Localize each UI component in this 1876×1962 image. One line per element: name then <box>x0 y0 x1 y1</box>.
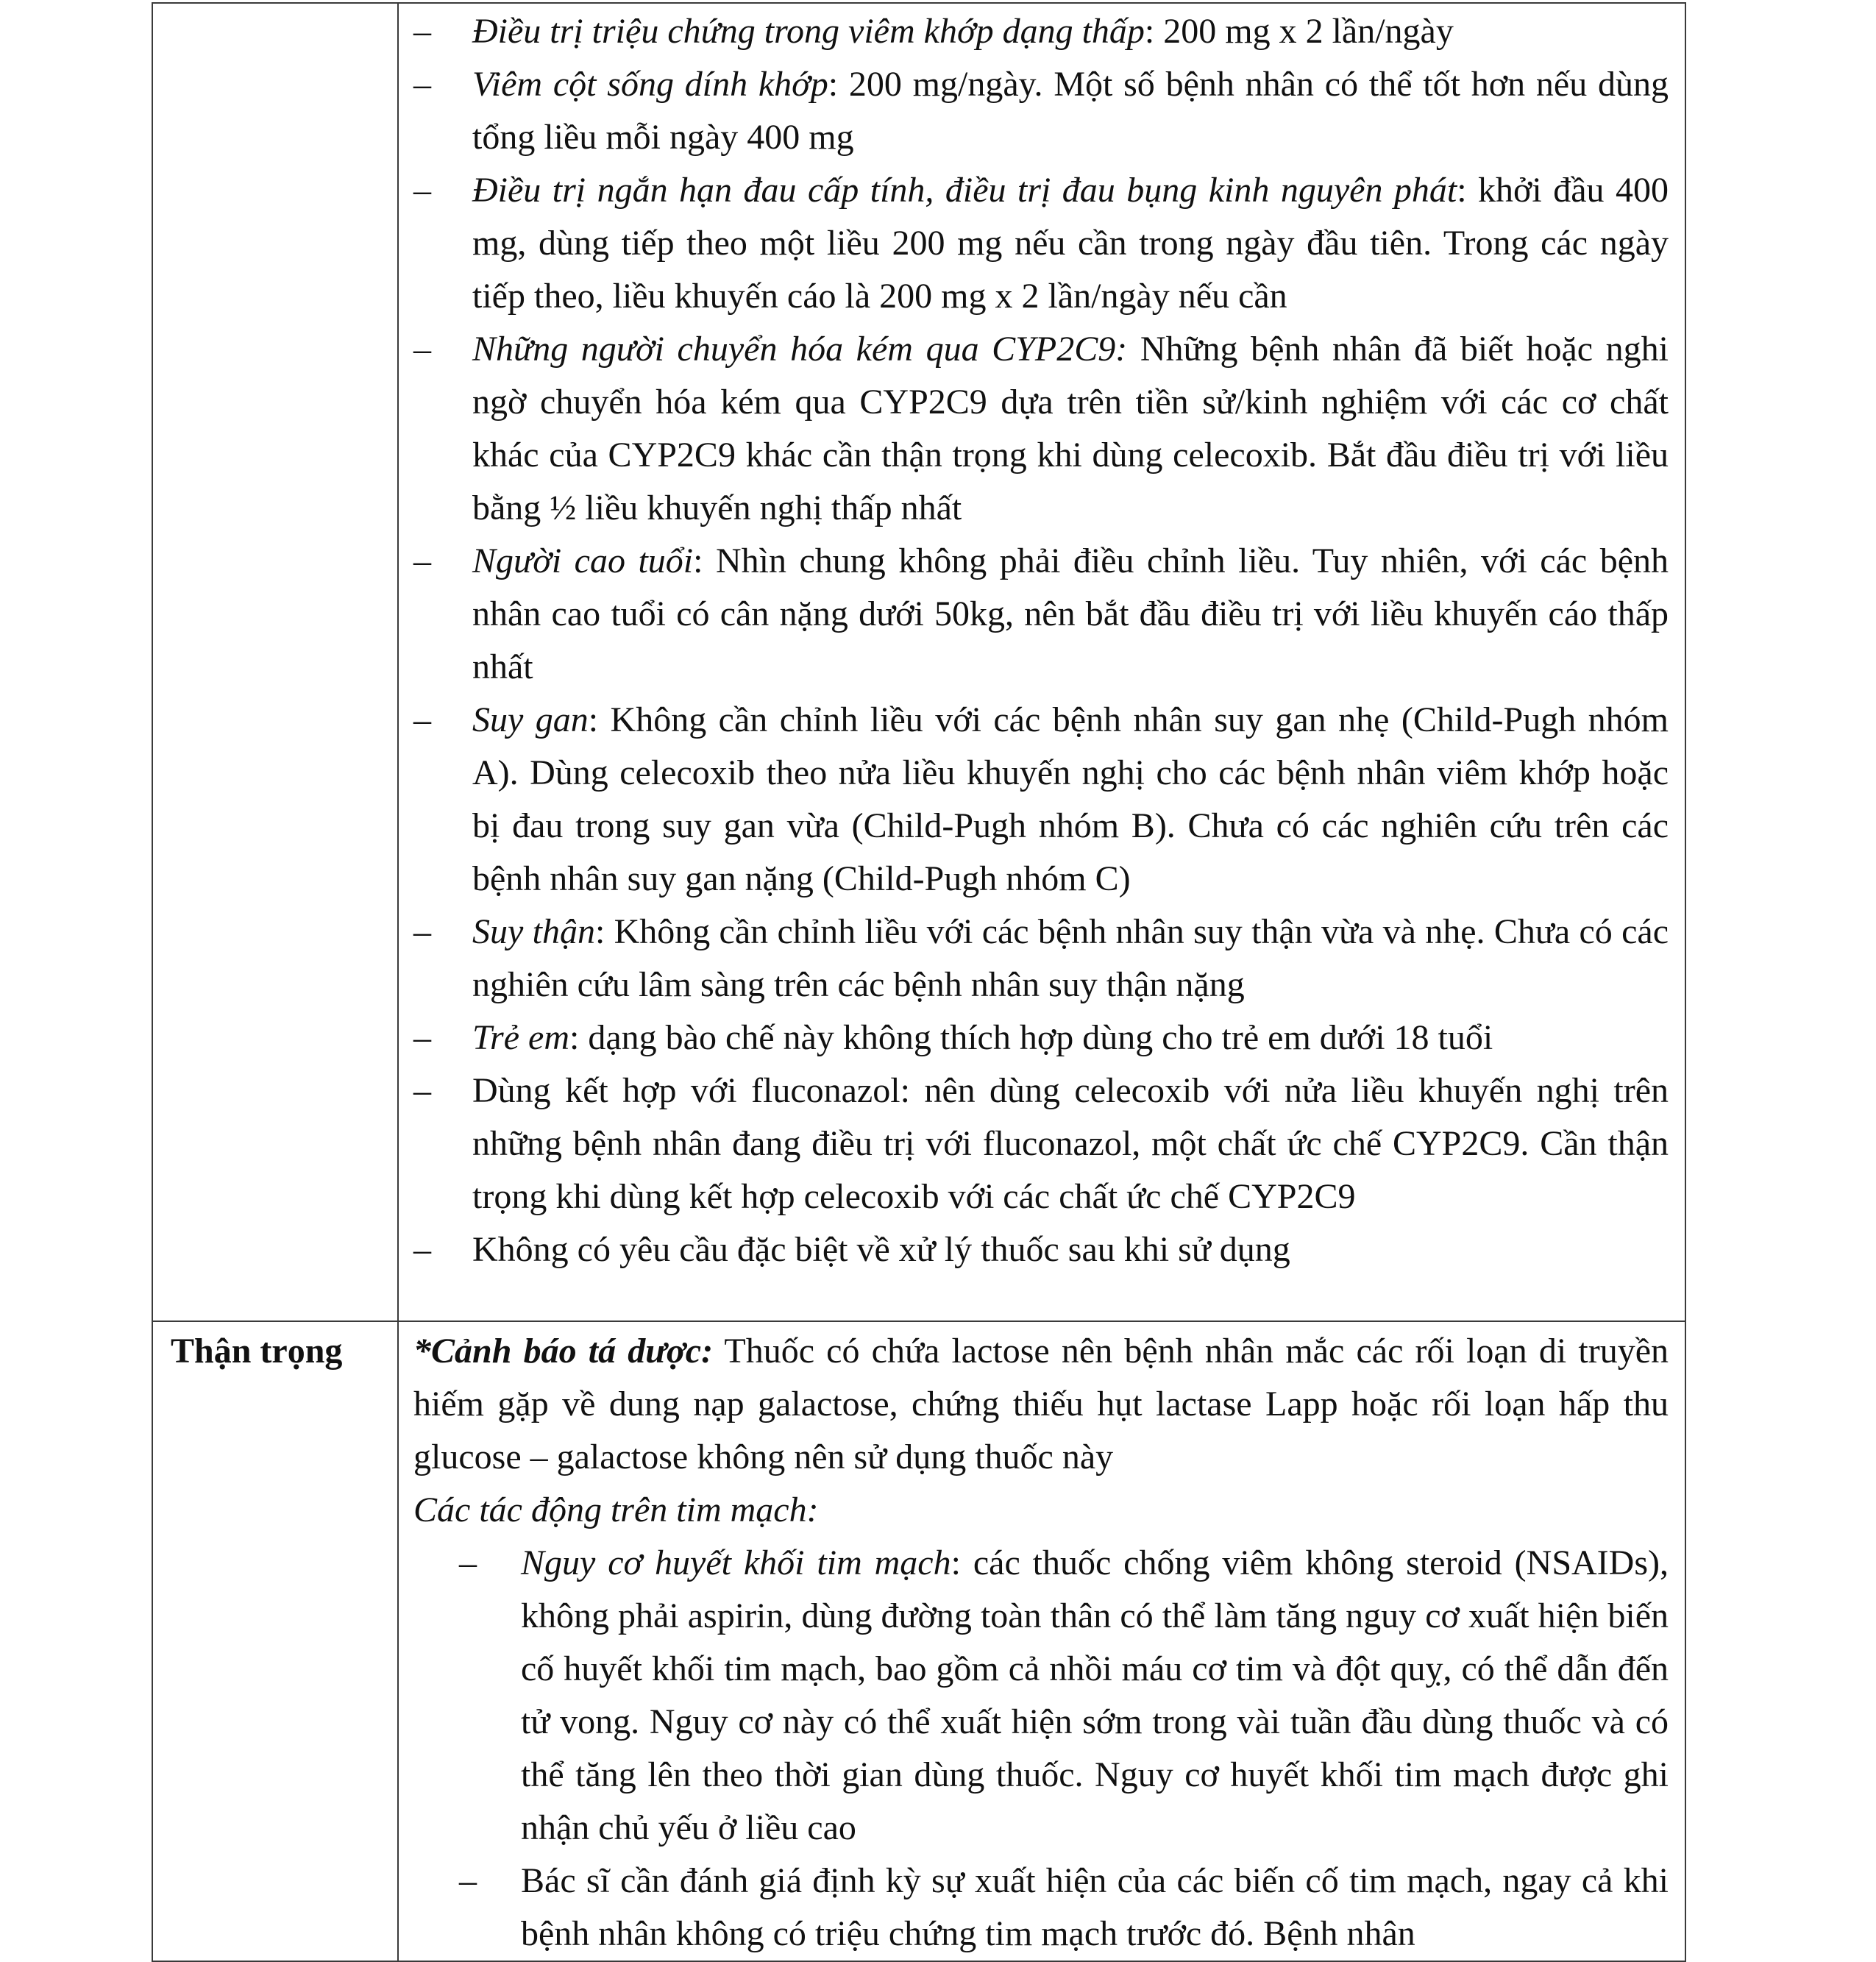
dash-bullet: – <box>413 1018 431 1057</box>
dash-bullet: – <box>413 65 431 104</box>
row-label-precautions: Thận trọng <box>171 1332 343 1371</box>
item-term: Viêm cột sống dính khớp <box>472 65 828 104</box>
item-text: : Không cần chỉnh liều với các bệnh nhân suy thận vừa và nhẹ. Chưa có các nghiên cứu lâm sàng trên các bệnh nhân suy thận nặng <box>472 912 1669 1004</box>
list-item <box>413 1855 1669 1961</box>
list-item <box>413 1223 1669 1276</box>
item-text: : dạng bào chế này không thích hợp dùng cho trẻ em dưới 18 tuổi <box>569 1018 1493 1057</box>
item-term: Suy gan <box>472 700 589 739</box>
item-text: Bác sĩ cần đánh giá định kỳ sự xuất hiện của các biến cố tim mạch, ngay cả khi bệnh nhân không có triệu chứng tim mạch trước đó. Bệnh nhân <box>521 1861 1669 1953</box>
item-term: Suy thận <box>472 912 595 951</box>
item-term: Nguy cơ huyết khối tim mạch <box>521 1543 951 1582</box>
dash-bullet: – <box>413 12 431 51</box>
item-text: : Nhìn chung không phải điều chỉnh liều. Tuy nhiên, với các bệnh nhân cao tuổi có cân nặng dưới 50kg, nên bắt đầu điều trị với liều khuyến cáo thấp nhất <box>472 541 1669 686</box>
cardio-list <box>413 1537 1669 1961</box>
list-item <box>413 694 1669 906</box>
dosage-cell <box>398 3 1685 1321</box>
item-text: Những bệnh nhân đã biết hoặc nghi ngờ chuyển hóa kém qua CYP2C9 dựa trên tiền sử/kinh nghiệm với các cơ chất khác của CYP2C9 khác cần thận trọng khi dùng celecoxib. Bắt đầu điều trị với liều bằng ½ liều khuyến nghị thấp nhất <box>472 330 1669 527</box>
dash-bullet: – <box>459 1861 477 1900</box>
dash-bullet: – <box>413 912 431 951</box>
item-term: Điều trị triệu chứng trong viêm khớp dạng thấp <box>472 12 1145 51</box>
item-text: Dùng kết hợp với fluconazol: nên dùng celecoxib với nửa liều khuyến nghị trên những bệnh nhân đang điều trị với fluconazol, một chất ức chế CYP2C9. Cần thận trọng khi dùng kết hợp celecoxib với các chất ức chế CYP2C9 <box>472 1071 1669 1216</box>
item-term: Trẻ em <box>472 1018 569 1057</box>
item-term: Người cao tuổi <box>472 541 694 580</box>
item-term: Điều trị ngắn hạn đau cấp tính, điều trị đau bụng kinh nguyên phát <box>472 171 1457 210</box>
dash-bullet: – <box>413 1071 431 1110</box>
item-text: : các thuốc chống viêm không steroid (NSAIDs), không phải aspirin, dùng đường toàn thân có thể làm tăng nguy cơ xuất hiện biến cố huyết khối tim mạch, bao gồm cả nhồi máu cơ tim và đột quỵ, có thể dẫn đến tử vong. Nguy cơ này có thể xuất hiện sớm trong vài tuần đầu dùng thuốc và có thể tăng lên theo thời gian dùng thuốc. Nguy cơ huyết khối tim mạch được ghi nhận chủ yếu ở liều cao <box>521 1543 1669 1847</box>
item-text: : 200 mg x 2 lần/ngày <box>1144 12 1454 51</box>
dash-bullet: – <box>413 541 431 580</box>
list-item <box>413 906 1669 1012</box>
list-item <box>413 58 1669 164</box>
dash-bullet: – <box>413 1230 431 1269</box>
excipient-warning <box>413 1325 1669 1484</box>
list-item <box>413 1012 1669 1064</box>
dosage-list <box>413 5 1669 1276</box>
item-text: : Không cần chỉnh liều với các bệnh nhân suy gan nhẹ (Child-Pugh nhóm A). Dùng celecoxib theo nửa liều khuyến nghị cho các bệnh nhân viêm khớp hoặc bị đau trong suy gan vừa (Child-Pugh nhóm B). Chưa có các nghiên cứu trên các bệnh nhân suy gan nặng (Child-Pugh nhóm C) <box>472 700 1669 898</box>
list-item <box>413 323 1669 535</box>
list-item <box>413 535 1669 694</box>
dash-bullet: – <box>459 1543 477 1582</box>
list-item <box>413 1064 1669 1223</box>
item-text: : khởi đầu 400 mg, dùng tiếp theo một liều 200 mg nếu cần trong ngày đầu tiên. Trong các ngày tiếp theo, liều khuyến cáo là 200 mg x 2 lần/ngày nếu cần <box>472 171 1669 316</box>
dash-bullet: – <box>413 330 431 369</box>
item-text: Không có yêu cầu đặc biệt về xử lý thuốc sau khi sử dụng <box>472 1230 1290 1269</box>
label-cell <box>152 1321 398 1961</box>
label-cell-empty <box>152 3 398 1321</box>
cardio-heading: Các tác động trên tim mạch: <box>413 1490 819 1529</box>
dosage-precautions-table <box>152 2 1686 1962</box>
table-row-precautions <box>152 1321 1685 1961</box>
item-text: : 200 mg/ngày. Một số bệnh nhân có thể tốt hơn nếu dùng tổng liều mỗi ngày 400 mg <box>472 65 1669 157</box>
excipient-warning-term: *Cảnh báo tá dược: <box>413 1332 714 1371</box>
list-item <box>413 5 1669 58</box>
item-term: Những người chuyển hóa kém qua CYP2C9: <box>472 330 1128 369</box>
precautions-cell <box>398 1321 1685 1961</box>
list-item <box>413 1537 1669 1855</box>
dash-bullet: – <box>413 171 431 210</box>
list-item <box>413 164 1669 323</box>
excipient-warning-text: Thuốc có chứa lactose nên bệnh nhân mắc các rối loạn di truyền hiếm gặp về dung nạp galactose, chứng thiếu hụt lactase Lapp hoặc rối loạn hấp thu glucose – galactose không nên sử dụng thuốc này <box>413 1332 1669 1476</box>
dash-bullet: – <box>413 700 431 739</box>
table-row-dosage <box>152 3 1685 1321</box>
